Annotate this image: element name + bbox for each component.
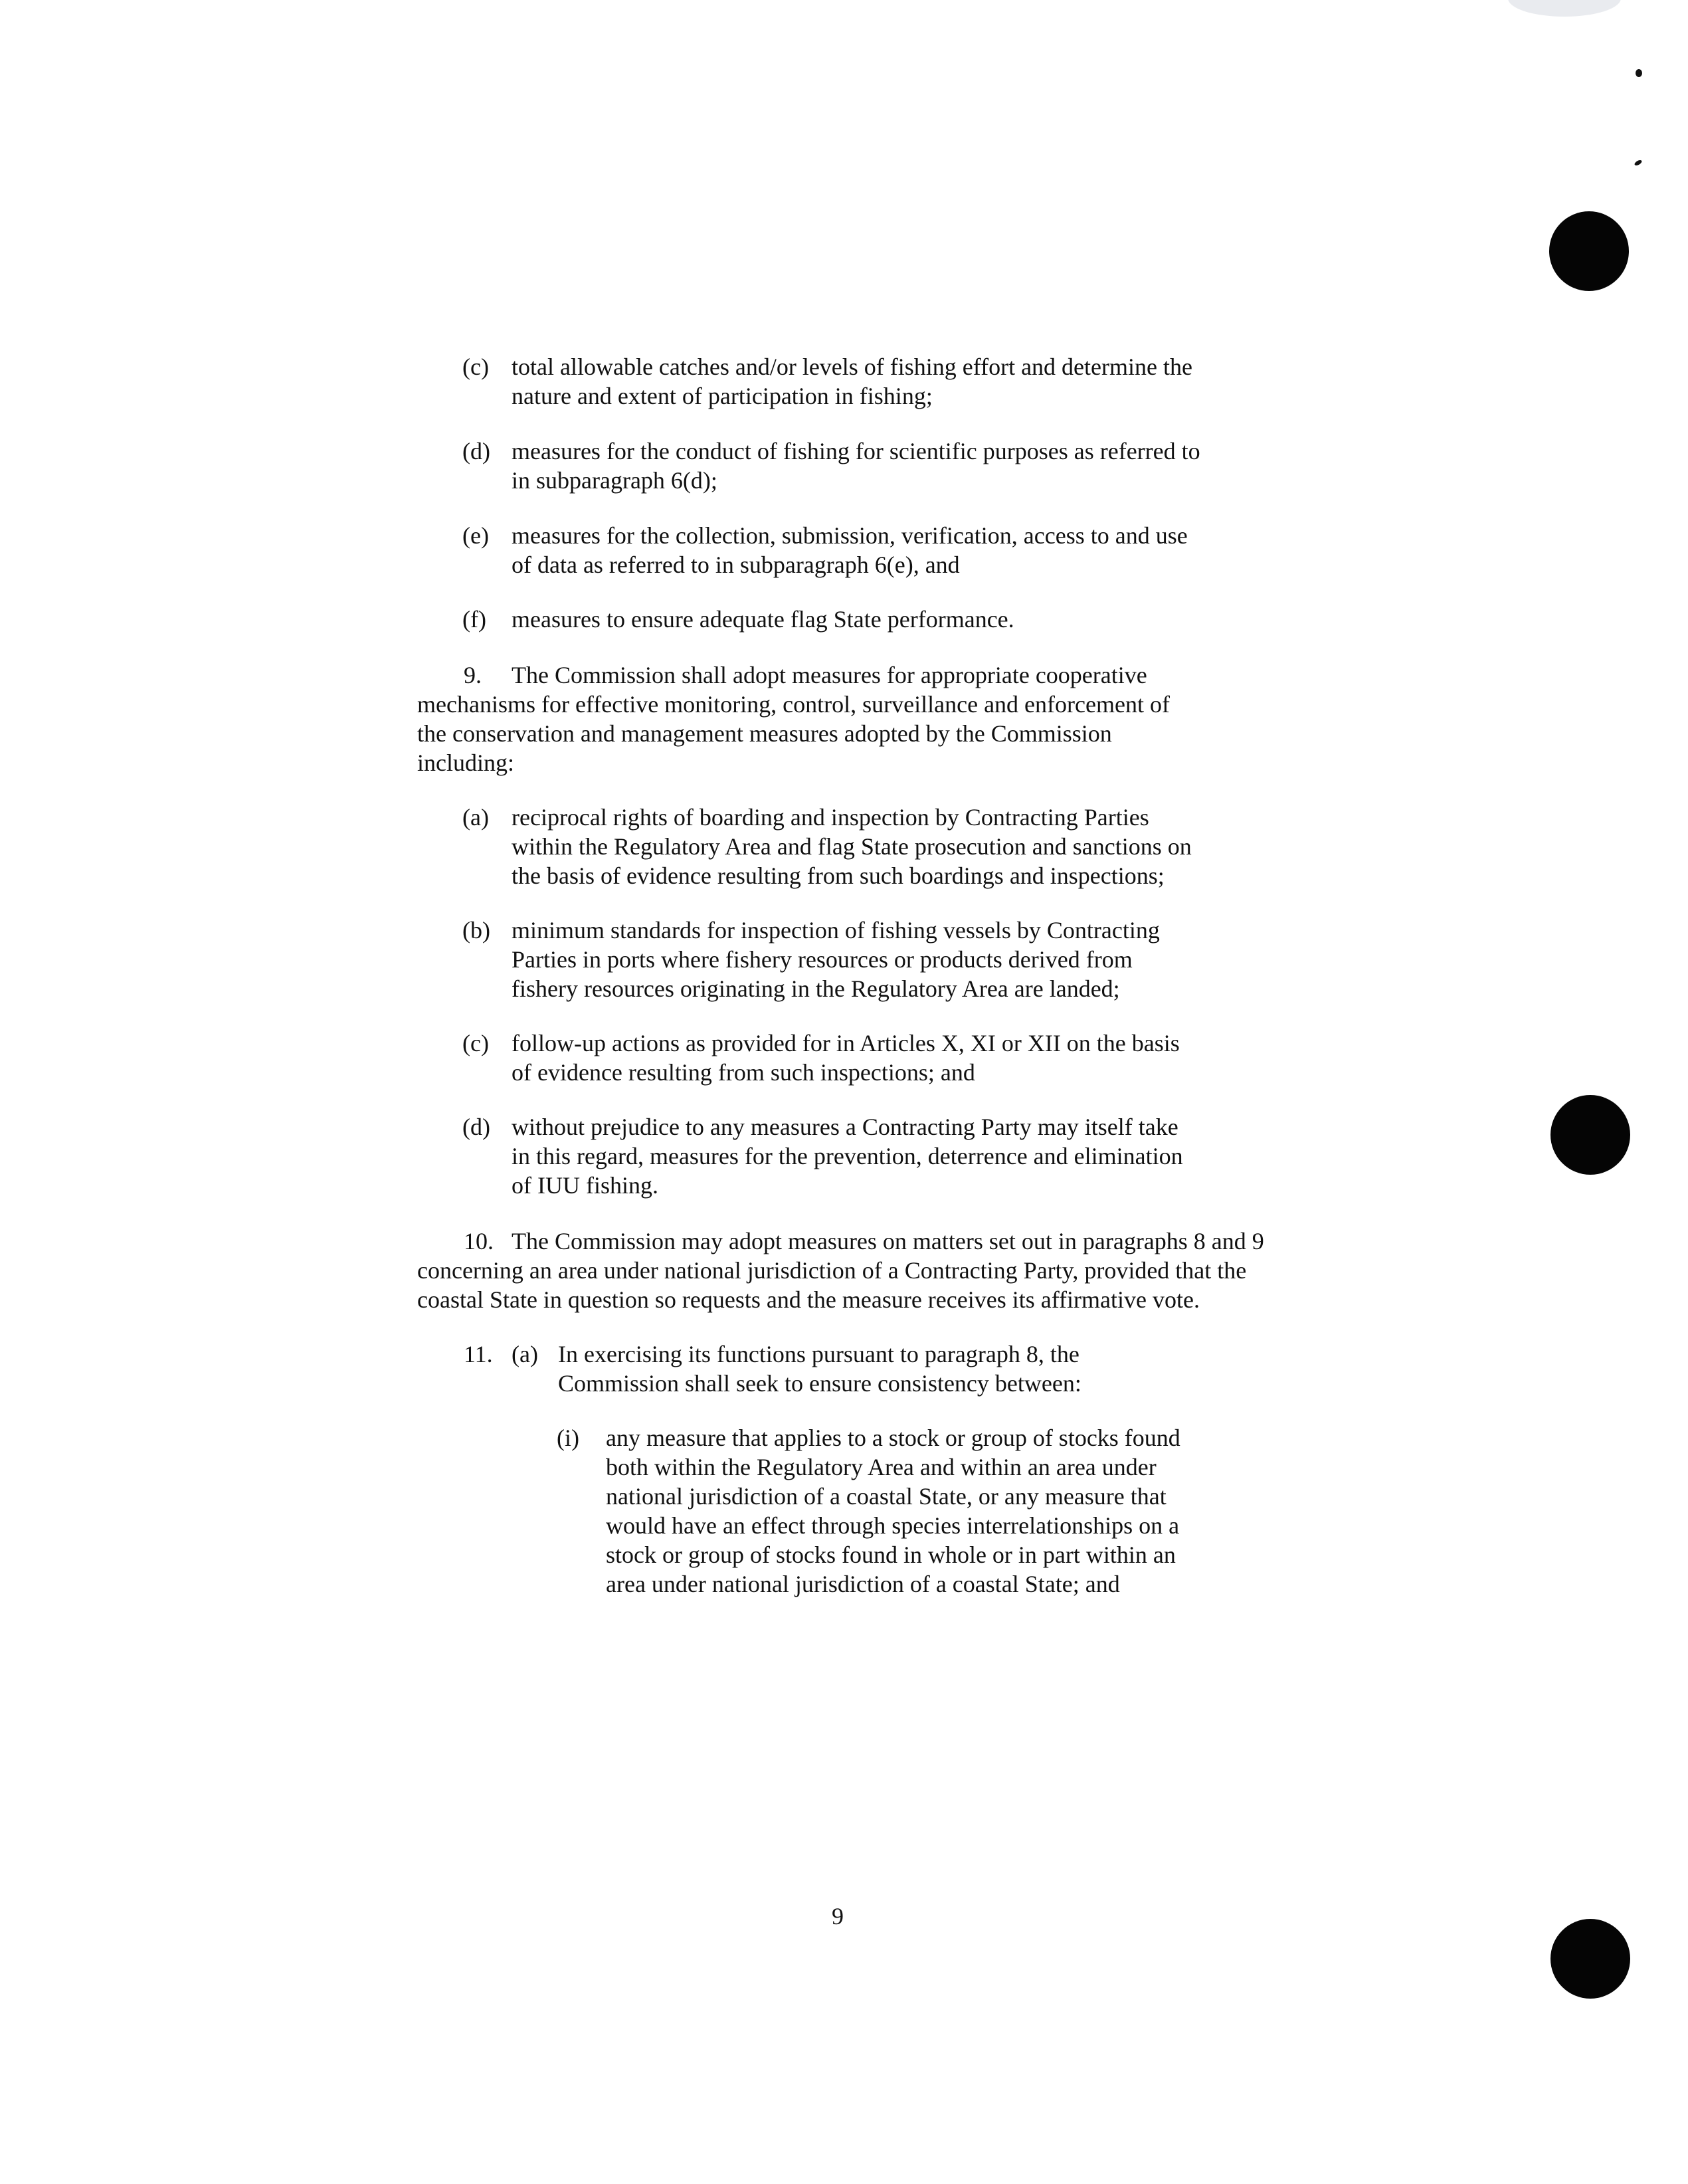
- item-text-line: measures for the collection, submission, verification, access to and use: [512, 522, 1188, 549]
- item-text-line: of data as referred to in subparagraph 6(e), and: [512, 551, 960, 578]
- paragraph-number: 11.: [464, 1341, 493, 1367]
- paragraph-text-line: the conservation and management measures adopted by the Commission: [417, 720, 1112, 747]
- paragraph-text-line: The Commission may adopt measures on matters set out in paragraphs 8 and 9: [512, 1228, 1264, 1254]
- item-label: (b): [462, 917, 490, 943]
- paragraph-text-line: The Commission shall adopt measures for appropriate cooperative: [512, 662, 1147, 688]
- paragraph-text-line: mechanisms for effective monitoring, control, surveillance and enforcement of: [417, 691, 1170, 718]
- item-text-line: total allowable catches and/or levels of fishing effort and determine the: [512, 353, 1192, 380]
- item-text-line: the basis of evidence resulting from such boardings and inspections;: [512, 862, 1165, 889]
- item-text-line: within the Regulatory Area and flag State prosecution and sanctions on: [512, 833, 1192, 860]
- paragraph-number: 9.: [464, 662, 482, 688]
- item-text-line: any measure that applies to a stock or group of stocks found: [606, 1425, 1180, 1451]
- item-text-line: reciprocal rights of boarding and inspection by Contracting Parties: [512, 804, 1149, 831]
- item-text-line: without prejudice to any measures a Contracting Party may itself take: [512, 1114, 1178, 1140]
- item-text-line: stock or group of stocks found in whole or in part within an: [606, 1541, 1176, 1568]
- punch-hole-top: [1549, 211, 1629, 291]
- paragraph-text-line: including:: [417, 749, 514, 776]
- paragraph-text-line: coastal State in question so requests and the measure receives its affirmative vote.: [417, 1286, 1200, 1313]
- item-label: (e): [462, 522, 489, 549]
- punch-hole-bottom: [1550, 1919, 1630, 1999]
- item-text-line: nature and extent of participation in fishing;: [512, 383, 933, 409]
- item-text-line: measures for the conduct of fishing for scientific purposes as referred to: [512, 438, 1200, 464]
- punch-hole-middle: [1550, 1095, 1630, 1175]
- item-label: (a): [462, 804, 489, 831]
- scan-smudge: [1508, 0, 1621, 17]
- item-text-line: fishery resources originating in the Regulatory Area are landed;: [512, 975, 1120, 1002]
- subparagraph-label: (a): [512, 1341, 538, 1367]
- item-text-line: area under national jurisdiction of a coastal State; and: [606, 1571, 1120, 1597]
- paragraph-number: 10.: [464, 1228, 494, 1254]
- item-text-line: minimum standards for inspection of fishing vessels by Contracting: [512, 917, 1160, 943]
- paragraph-text-line: concerning an area under national jurisdiction of a Contracting Party, provided that the: [417, 1257, 1247, 1284]
- item-label: (f): [462, 606, 486, 633]
- item-text-line: measures to ensure adequate flag State performance.: [512, 606, 1014, 633]
- item-text-line: of evidence resulting from such inspections; and: [512, 1059, 975, 1086]
- item-text-line: follow-up actions as provided for in Articles X, XI or XII on the basis: [512, 1030, 1180, 1056]
- item-text-line: in this regard, measures for the prevention, deterrence and elimination: [512, 1143, 1183, 1169]
- paragraph-text-line: In exercising its functions pursuant to paragraph 8, the: [558, 1341, 1079, 1367]
- item-text-line: Parties in ports where fishery resources or products derived from: [512, 946, 1133, 973]
- page-number: 9: [832, 1903, 844, 1930]
- paragraph-text-line: Commission shall seek to ensure consistency between:: [558, 1370, 1081, 1397]
- item-label: (c): [462, 1030, 489, 1056]
- item-text-line: both within the Regulatory Area and within an area under: [606, 1454, 1157, 1480]
- item-text-line: would have an effect through species interrelationships on a: [606, 1512, 1180, 1539]
- item-text-line: in subparagraph 6(d);: [512, 467, 717, 494]
- item-label: (i): [557, 1425, 579, 1451]
- scan-speck: [1634, 159, 1642, 166]
- scan-speck: [1636, 69, 1642, 77]
- item-label: (d): [462, 1114, 490, 1140]
- item-label: (d): [462, 438, 490, 464]
- item-text-line: of IUU fishing.: [512, 1172, 658, 1199]
- item-text-line: national jurisdiction of a coastal State, or any measure that: [606, 1483, 1167, 1510]
- item-label: (c): [462, 353, 489, 380]
